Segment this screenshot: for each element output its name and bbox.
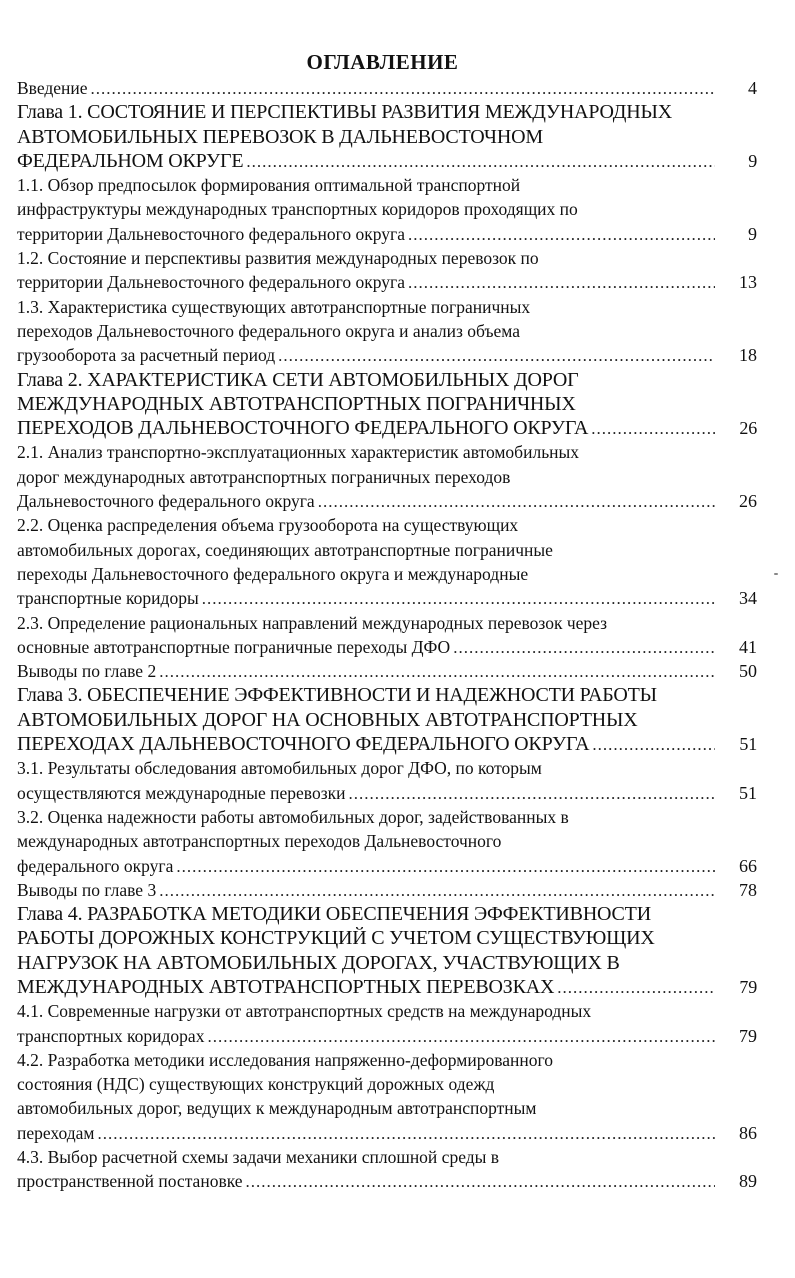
dot-leader: [408, 223, 715, 246]
toc-entry-text-line: 4.1. Современные нагрузки от автотранспортных средств на международных: [17, 1001, 592, 1022]
dot-leader: [159, 879, 715, 902]
dot-leader: [176, 855, 715, 878]
toc-entry-text-line: международных автотранспортных переходов Дальневосточного: [17, 831, 502, 852]
toc-entry: [17, 246, 757, 295]
toc-entry-text-line: ПЕРЕХОДОВ ДАЛЬНЕВОСТОЧНОГО ФЕДЕРАЛЬНОГО ОКРУГА: [17, 417, 589, 440]
toc-entry-text-line: пространственной постановке: [17, 1171, 243, 1192]
toc-entry-last-line: [17, 222, 757, 246]
toc-entry: [17, 756, 757, 805]
toc-entry: [17, 878, 757, 902]
dot-leader: [91, 77, 715, 100]
dot-leader: [246, 150, 715, 173]
toc-entry: [17, 173, 757, 246]
dot-leader: [207, 1025, 715, 1048]
toc-entry-last-line: [17, 635, 757, 659]
toc-entry-text-line: осуществляются международные перевозки: [17, 782, 346, 803]
toc-entry-text-line: Введение: [17, 78, 88, 98]
toc-entry-text-line: основные автотранспортные пограничные переходы ДФО: [17, 636, 451, 657]
dot-leader: [159, 660, 715, 683]
page-number: 51: [739, 734, 757, 755]
toc-entry-last-line: [17, 1024, 757, 1048]
toc-entry: [17, 999, 757, 1048]
toc-entry-text-line: Глава 2. ХАРАКТЕРИСТИКА СЕТИ АВТОМОБИЛЬНЫХ ДОРОГ: [17, 368, 579, 391]
toc-entry-text-line: автомобильных дорог, ведущих к международным автотранспортным: [17, 1098, 537, 1119]
page-number: 18: [739, 345, 757, 366]
toc-entry-text-line: 1.1. Обзор предпосылок формирования оптимальной транспортной: [17, 175, 521, 196]
toc-entry: [17, 295, 757, 368]
page-number: 26: [739, 418, 757, 439]
toc-entry: [17, 513, 757, 610]
toc-entry-text-line: 2.3. Определение рациональных направлений международных перевозок через: [17, 612, 608, 633]
toc-entry-text-line: 2.2. Оценка распределения объема грузооборота на существующих: [17, 515, 519, 536]
toc-entry-last-line: [17, 76, 757, 100]
toc-entry-text-line: переходы Дальневосточного федерального округа и международные: [17, 563, 529, 584]
toc-entry: [17, 1048, 757, 1145]
toc-entry-text-line: АВТОМОБИЛЬНЫХ ПЕРЕВОЗОК В ДАЛЬНЕВОСТОЧНОМ: [17, 125, 543, 148]
page-number: 41: [739, 636, 757, 657]
toc-entry-text-line: Глава 1. СОСТОЯНИЕ И ПЕРСПЕКТИВЫ РАЗВИТИЯ МЕЖДУНАРОДНЫХ: [17, 101, 672, 124]
page-number: 26: [739, 491, 757, 512]
toc-entry-text-line: транспортных коридорах: [17, 1025, 205, 1046]
page-title: ОГЛАВЛЕНИЕ: [306, 50, 459, 74]
toc-entry-last-line: [17, 270, 757, 294]
page-number: 4: [748, 78, 757, 98]
toc-entry-text-line: дорог международных автотранспортных пограничных переходов: [17, 466, 511, 487]
toc-entry: [17, 611, 757, 660]
toc-entry-last-line: [17, 1169, 757, 1193]
dot-leader: [318, 490, 715, 513]
toc-entry-text-line: Выводы по главе 3: [17, 879, 157, 900]
page-number: 13: [739, 272, 757, 293]
scan-speck: [774, 573, 778, 575]
toc-entry-text-line: федерального округа: [17, 855, 174, 876]
dot-leader: [278, 344, 715, 367]
toc-entry-text-line: 3.2. Оценка надежности работы автомобильных дорог, задействованных в: [17, 806, 569, 827]
page-number: 50: [739, 661, 757, 682]
toc-entry-text-line: МЕЖДУНАРОДНЫХ АВТОТРАНСПОРТНЫХ ПЕРЕВОЗКАХ: [17, 975, 555, 998]
toc-entry-text-line: МЕЖДУНАРОДНЫХ АВТОТРАНСПОРТНЫХ ПОГРАНИЧНЫХ: [17, 392, 576, 415]
dot-leader: [591, 417, 715, 440]
page-number: 51: [739, 782, 757, 803]
toc-entry-text-line: переходов Дальневосточного федерального округа и анализ объема: [17, 320, 521, 341]
toc-entry-text-line: 1.2. Состояние и перспективы развития международных перевозок по: [17, 248, 539, 269]
toc-entry-text-line: транспортные коридоры: [17, 588, 199, 609]
dot-leader: [246, 1170, 715, 1193]
page-number: 79: [739, 1025, 757, 1046]
page-number: 9: [748, 223, 757, 244]
page-number: 78: [739, 879, 757, 900]
toc-entry-last-line: [17, 975, 757, 999]
dot-leader: [408, 271, 715, 294]
toc-entry-text-line: ПЕРЕХОДАХ ДАЛЬНЕВОСТОЧНОГО ФЕДЕРАЛЬНОГО ОКРУГА: [17, 733, 590, 756]
toc-entry-text-line: грузооборота за расчетный период: [17, 345, 276, 366]
toc-entry: [17, 440, 757, 513]
toc-entry-text-line: территории Дальневосточного федерального округа: [17, 223, 405, 244]
toc-entry-last-line: [17, 489, 757, 513]
toc-chapter-entry: [17, 902, 757, 999]
toc-entry-last-line: [17, 659, 757, 683]
toc-entry-last-line: [17, 343, 757, 367]
toc-entry-last-line: [17, 586, 757, 610]
toc-entry-last-line: [17, 1121, 757, 1145]
toc-entry-text-line: Глава 3. ОБЕСПЕЧЕНИЕ ЭФФЕКТИВНОСТИ И НАДЕЖНОСТИ РАБОТЫ: [17, 684, 657, 707]
toc-entry-text-line: ФЕДЕРАЛЬНОМ ОКРУГЕ: [17, 149, 244, 172]
table-of-contents: [17, 76, 757, 1194]
toc-entry-last-line: [17, 878, 757, 902]
toc-entry-text-line: 4.3. Выбор расчетной схемы задачи механики сплошной среды в: [17, 1147, 500, 1168]
toc-entry-text-line: 3.1. Результаты обследования автомобильных дорог ДФО, по которым: [17, 758, 542, 779]
toc-entry-text-line: РАБОТЫ ДОРОЖНЫХ КОНСТРУКЦИЙ С УЧЕТОМ СУЩЕСТВУЮЩИХ: [17, 927, 655, 950]
dot-leader: [557, 976, 715, 999]
toc-chapter-entry: [17, 100, 757, 173]
toc-entry-last-line: [17, 732, 757, 756]
toc-entry-text-line: переходам: [17, 1122, 95, 1143]
toc-entry-last-line: [17, 149, 757, 173]
page-number: 79: [739, 976, 757, 997]
toc-entry-text-line: автомобильных дорогах, соединяющих автотранспортные пограничные: [17, 539, 553, 560]
page-number: 34: [739, 588, 757, 609]
toc-entry-text-line: Глава 4. РАЗРАБОТКА МЕТОДИКИ ОБЕСПЕЧЕНИЯ ЭФФЕКТИВНОСТИ: [17, 903, 651, 926]
toc-entry-text-line: АВТОМОБИЛЬНЫХ ДОРОГ НА ОСНОВНЫХ АВТОТРАНСПОРТНЫХ: [17, 708, 638, 731]
toc-entry-text-line: территории Дальневосточного федерального округа: [17, 272, 405, 293]
toc-entry-text-line: 1.3. Характеристика существующих автотранспортные пограничных: [17, 296, 531, 317]
dot-leader: [348, 782, 715, 805]
toc-entry-text-line: 4.2. Разработка методики исследования напряженно-деформированного: [17, 1049, 553, 1070]
dot-leader: [592, 733, 715, 756]
page-number: 9: [748, 150, 757, 171]
toc-entry-text-line: 2.1. Анализ транспортно-эксплуатационных характеристик автомобильных: [17, 442, 580, 463]
toc-entry-last-line: [17, 781, 757, 805]
toc-chapter-entry: [17, 368, 757, 441]
toc-chapter-entry: [17, 683, 757, 756]
toc-entry-text-line: Дальневосточного федерального округа: [17, 491, 315, 512]
toc-entry: [17, 76, 757, 100]
dot-leader: [202, 587, 715, 610]
page-number: 66: [739, 855, 757, 876]
toc-entry-text-line: Выводы по главе 2: [17, 661, 157, 682]
toc-entry-text-line: НАГРУЗОК НА АВТОМОБИЛЬНЫХ ДОРОГАХ, УЧАСТВУЮЩИХ В: [17, 951, 620, 974]
toc-entry-last-line: [17, 854, 757, 878]
toc-entry: [17, 1145, 757, 1194]
toc-entry: [17, 659, 757, 683]
page-number: 86: [739, 1122, 757, 1143]
toc-entry-text-line: инфраструктуры международных транспортных коридоров проходящих по: [17, 199, 578, 220]
dot-leader: [98, 1122, 716, 1145]
toc-entry-last-line: [17, 416, 757, 440]
toc-entry-text-line: состояния (НДС) существующих конструкций дорожных одежд: [17, 1074, 495, 1095]
dot-leader: [453, 636, 715, 659]
toc-entry: [17, 805, 757, 878]
page-number: 89: [739, 1171, 757, 1192]
